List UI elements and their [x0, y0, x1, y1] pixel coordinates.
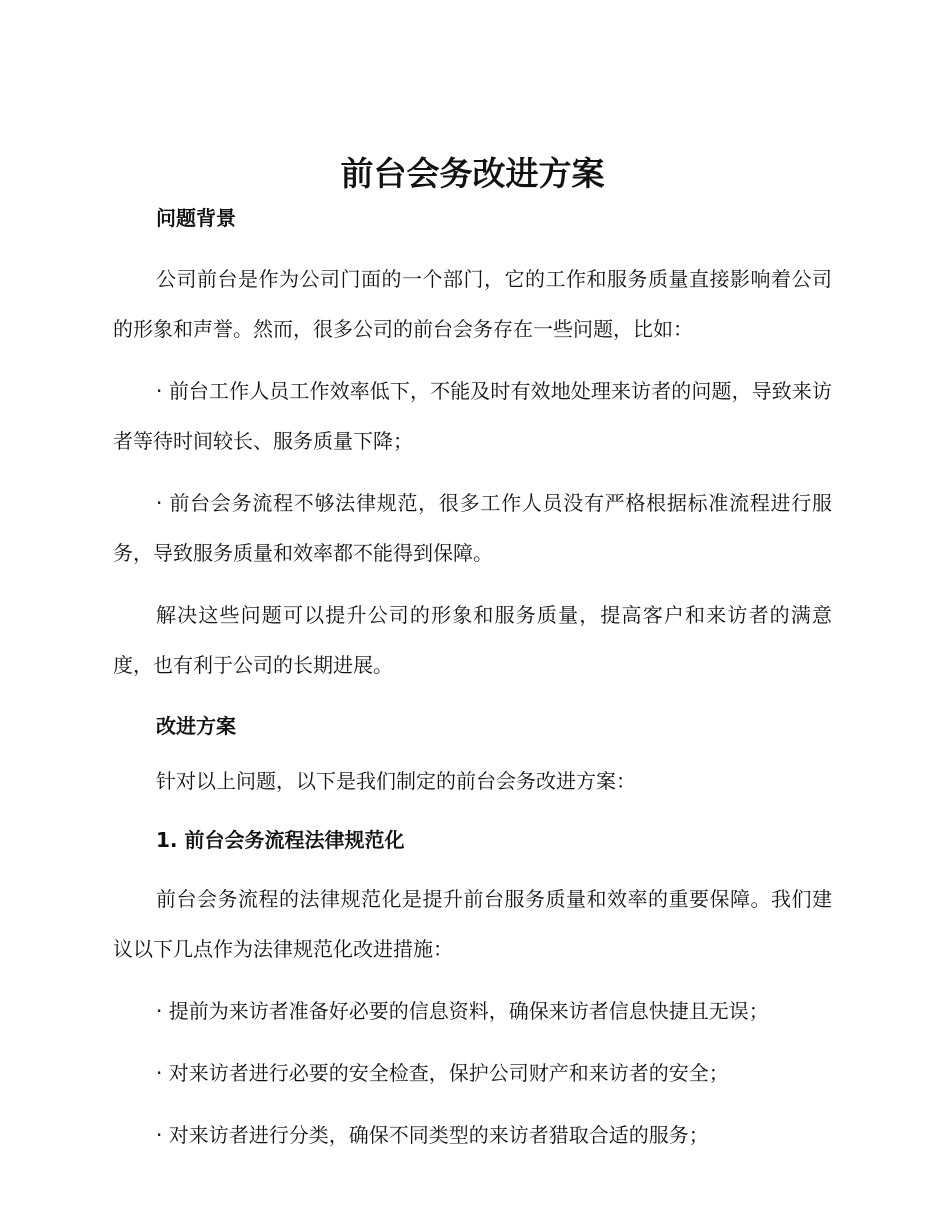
paragraph-plan-intro: 针对以上问题，以下是我们制定的前台会务改进方案：	[156, 769, 636, 793]
section-heading-background: 问题背景	[156, 206, 236, 230]
paragraph-background-conclusion: 解决这些问题可以提升公司的形象和服务质量，提高客户和来访者的满意度，也有利于公司的长期进展。	[113, 603, 832, 677]
paragraph-plan-item-1: 前台会务流程的法律规范化是提升前台服务质量和效率的重要保障。我们建议以下几点作为法律规范化改进措施：	[113, 887, 832, 961]
bullet-background-2: · 前台会务流程不够法律规范，很多工作人员没有严格根据标准流程进行服务，导致服务质量和效率都不能得到保障。	[113, 491, 832, 565]
document-title: 前台会务改进方案	[340, 154, 605, 193]
bullet-plan-item-1-3: · 对来访者进行分类，确保不同类型的来访者猎取合适的服务；	[156, 1123, 709, 1147]
section-heading-plan: 改进方案	[156, 714, 236, 738]
bullet-background-1: · 前台工作人员工作效率低下，不能及时有效地处理来访者的问题，导致来访者等待时间较长、服务质量下降；	[113, 379, 832, 453]
paragraph-background-intro: 公司前台是作为公司门面的一个部门，它的工作和服务质量直接影响着公司的形象和声誉。然而，很多公司的前台会务存在一些问题，比如：	[113, 267, 832, 341]
bullet-plan-item-1-1: · 提前为来访者准备好必要的信息资料，确保来访者信息快捷且无误；	[156, 999, 769, 1023]
bullet-plan-item-1-2: · 对来访者进行必要的安全检查，保护公司财产和来访者的安全；	[156, 1061, 729, 1085]
subheading-plan-item-1: 1. 前台会务流程法律规范化	[156, 828, 405, 852]
